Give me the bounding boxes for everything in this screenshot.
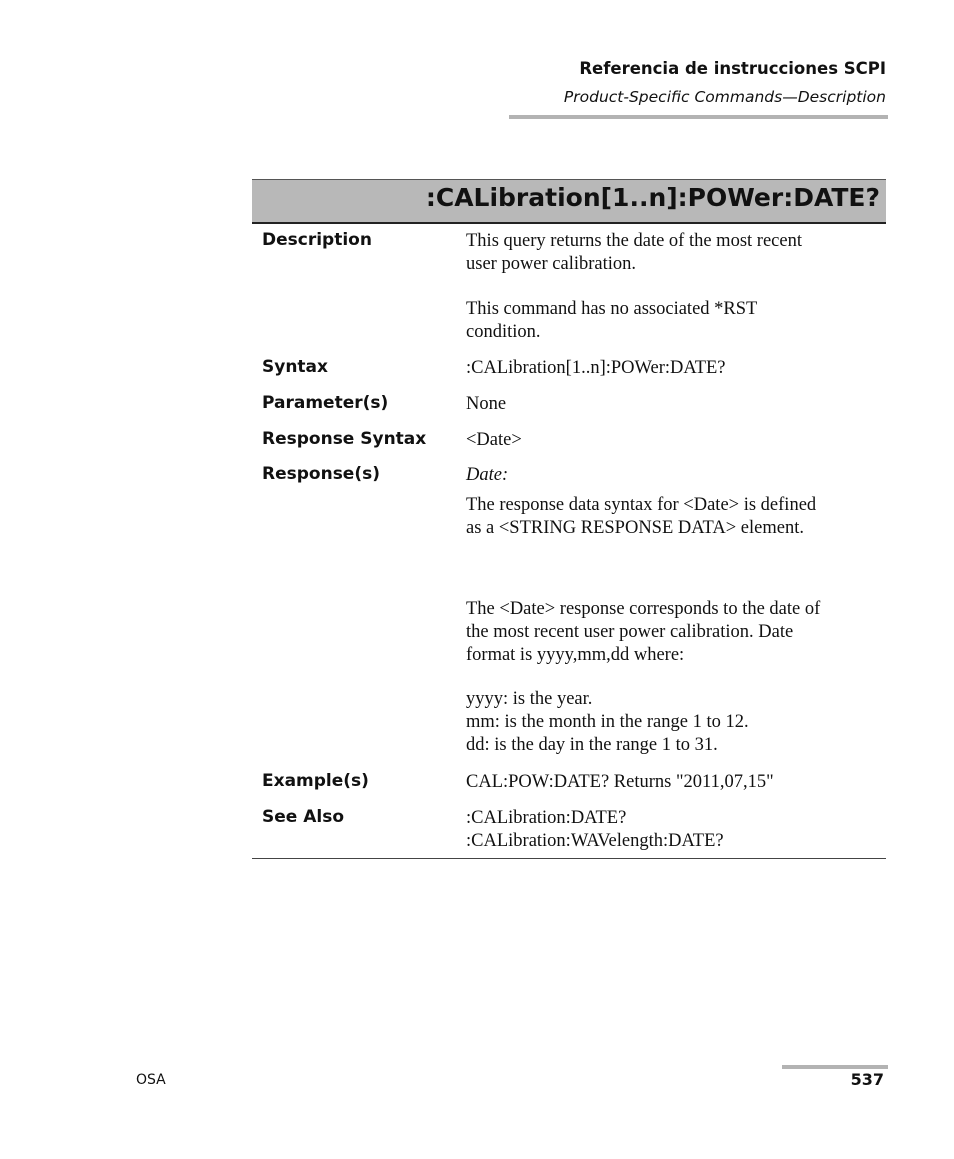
- response-line: yyyy: is the year.: [466, 689, 593, 709]
- responses-label: Response(s): [262, 464, 380, 484]
- see-also-value: [466, 807, 886, 853]
- syntax-label: Syntax: [262, 357, 328, 377]
- description-line: This query returns the date of the most recent: [466, 231, 802, 251]
- page-number: 537: [850, 1070, 884, 1089]
- paragraph-spacer: [466, 667, 886, 688]
- response-line: The response data syntax for <Date> is defined: [466, 495, 817, 515]
- response-syntax-label: Response Syntax: [262, 429, 427, 449]
- running-header-subtitle: Product-Specific Commands—Description: [563, 88, 886, 106]
- response-name: Date:: [466, 465, 509, 485]
- paragraph-spacer: [466, 276, 886, 298]
- description-value: [466, 230, 886, 344]
- response-line: as a <STRING RESPONSE DATA> element.: [466, 518, 804, 538]
- description-line: user power calibration.: [466, 254, 637, 274]
- footer-product: OSA: [136, 1072, 166, 1088]
- paragraph-spacer: [466, 540, 886, 598]
- response-line: the most recent user power calibration. Date: [466, 622, 794, 642]
- responses-value: [466, 494, 886, 757]
- syntax-value: :CALibration[1..n]:POWer:DATE?: [466, 358, 726, 378]
- description-line: condition.: [466, 322, 541, 342]
- response-line: The <Date> response corresponds to the date of: [466, 599, 821, 619]
- parameters-value: None: [466, 394, 507, 414]
- command-title-bar: [252, 179, 886, 224]
- parameters-label: Parameter(s): [262, 393, 389, 413]
- description-line: This command has no associated *RST: [466, 299, 758, 319]
- response-line: dd: is the day in the range 1 to 31.: [466, 735, 718, 755]
- running-header-title: Referencia de instrucciones SCPI: [579, 59, 886, 78]
- response-line: mm: is the month in the range 1 to 12.: [466, 712, 749, 732]
- response-line: format is yyyy,mm,dd where:: [466, 645, 685, 665]
- description-label: Description: [262, 230, 372, 250]
- see-also-link: :CALibration:DATE?: [466, 808, 627, 828]
- header-divider: [509, 115, 888, 119]
- see-also-link: :CALibration:WAVelength:DATE?: [466, 831, 724, 851]
- examples-label: Example(s): [262, 771, 369, 791]
- command-title: :CALibration[1..n]:POWer:DATE?: [425, 183, 880, 212]
- see-also-label: See Also: [262, 807, 345, 827]
- table-bottom-rule: [252, 858, 886, 859]
- examples-value: CAL:POW:DATE? Returns "2011,07,15": [466, 772, 774, 792]
- footer-divider: [782, 1065, 888, 1069]
- response-syntax-value: <Date>: [466, 430, 522, 450]
